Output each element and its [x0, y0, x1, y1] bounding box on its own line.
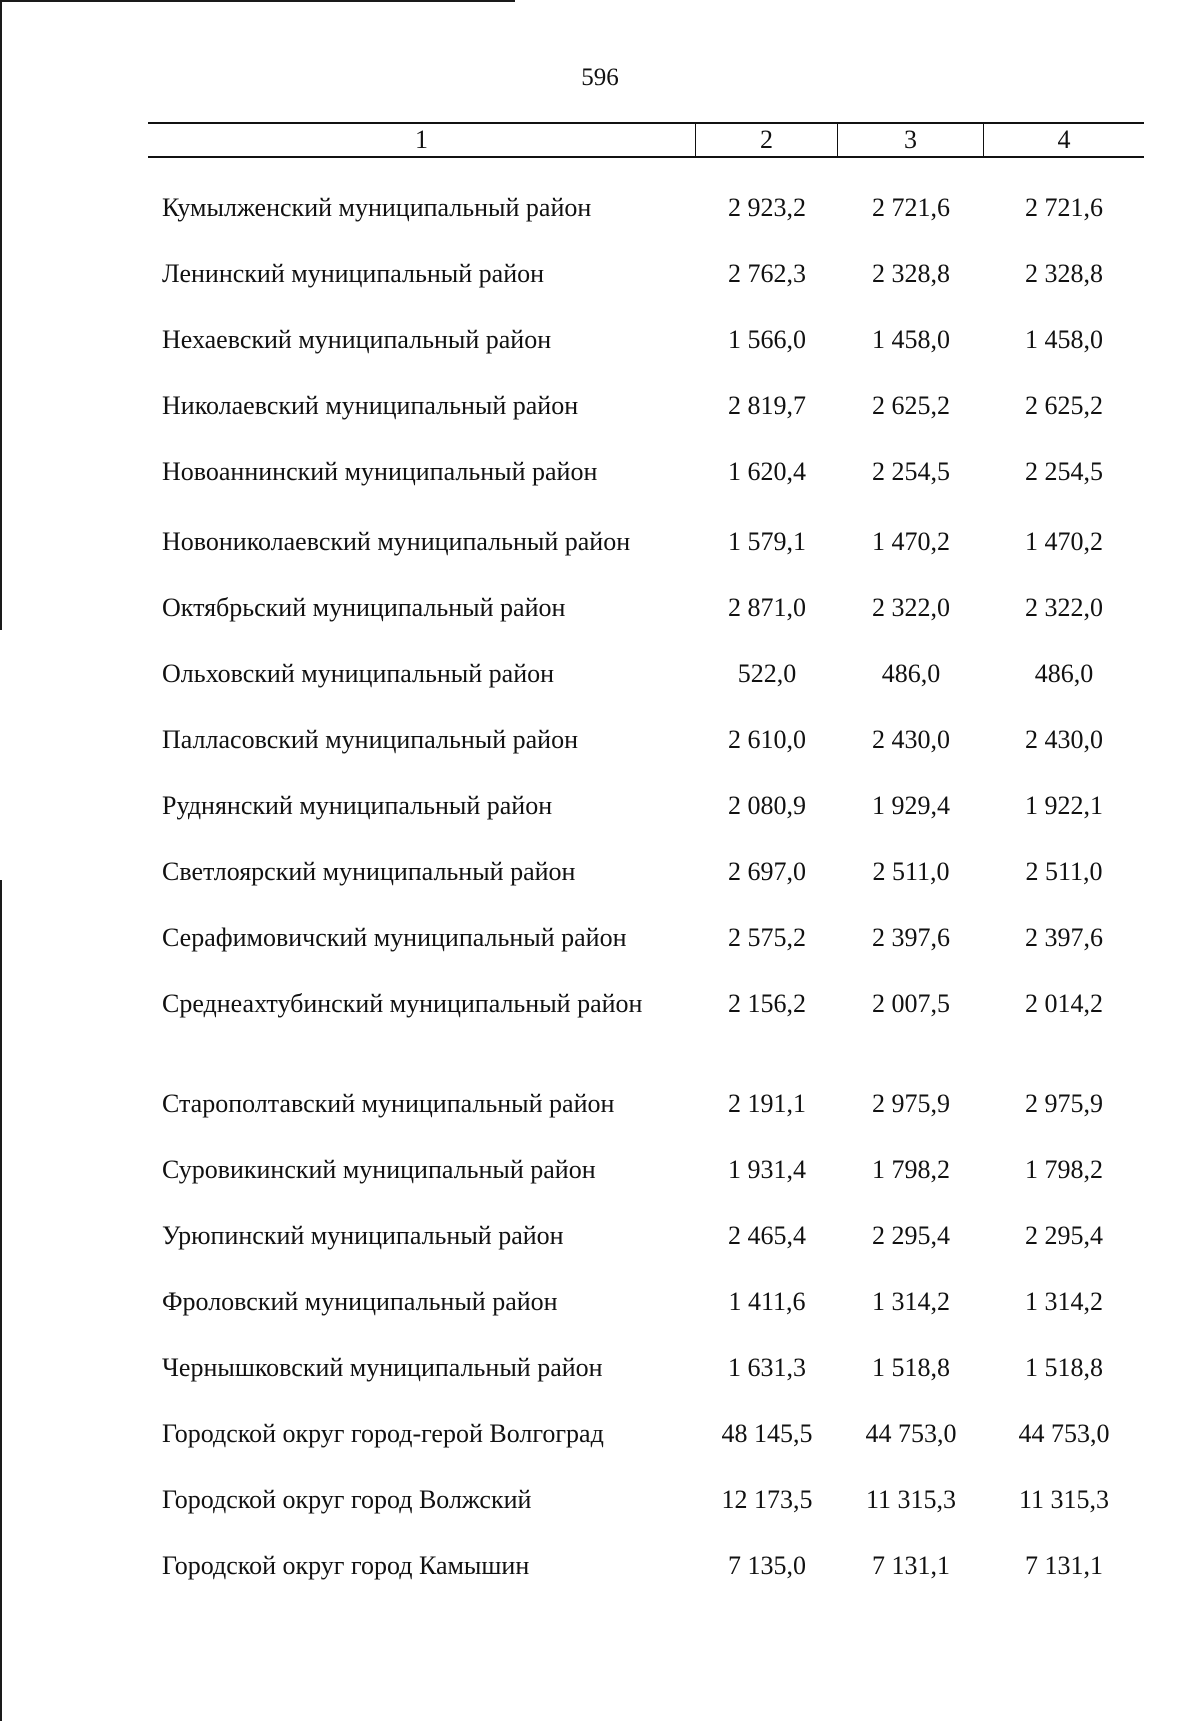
row-value-col-4: 2 014,2: [1025, 989, 1103, 1018]
row-value-col-4: 1 314,2: [1025, 1287, 1103, 1316]
row-value-col-2: 2 871,0: [728, 593, 806, 622]
row-name: Ольховский муниципальный район: [162, 659, 555, 688]
row-value-col-4: 2 328,8: [1025, 259, 1103, 288]
row-name: Николаевский муниципальный район: [162, 391, 579, 420]
row-value-col-3: 44 753,0: [865, 1419, 957, 1448]
row-name: Кумылженский муниципальный район: [162, 193, 592, 222]
row-name: Светлоярский муниципальный район: [162, 857, 576, 886]
row-value-col-2: 2 923,2: [728, 193, 806, 222]
row-value-col-2: 2 697,0: [728, 857, 806, 886]
row-value-col-2: 7 135,0: [728, 1551, 806, 1580]
row-name: Октябрьский муниципальный район: [162, 593, 566, 622]
row-value-col-3: 2 397,6: [872, 923, 950, 952]
row-name: Нехаевский муниципальный район: [162, 325, 552, 354]
row-name: Старополтавский муниципальный район: [162, 1089, 615, 1118]
row-value-col-3: 1 470,2: [872, 527, 950, 556]
header-col-3: 3: [838, 124, 984, 156]
row-name: Среднеахтубинский муниципальный район: [162, 989, 643, 1018]
scan-border-top: [0, 0, 515, 2]
row-value-col-2: 12 173,5: [721, 1485, 813, 1514]
row-name: Новониколаевский муниципальный район: [162, 527, 631, 556]
row-value-col-3: 2 625,2: [872, 391, 950, 420]
row-name: Руднянский муниципальный район: [162, 791, 553, 820]
table-row: [148, 724, 1144, 756]
row-value-col-2: 1 620,4: [728, 457, 806, 486]
row-value-col-2: 2 156,2: [728, 989, 806, 1018]
scan-border-left: [0, 0, 2, 630]
row-value-col-4: 1 798,2: [1025, 1155, 1103, 1184]
row-value-col-4: 2 322,0: [1025, 593, 1103, 622]
row-value-col-4: 2 625,2: [1025, 391, 1103, 420]
row-value-col-3: 2 721,6: [872, 193, 950, 222]
row-value-col-4: 44 753,0: [1018, 1419, 1110, 1448]
table-row: [148, 988, 1144, 1020]
row-value-col-3: 2 322,0: [872, 593, 950, 622]
row-value-col-4: 1 922,1: [1025, 791, 1103, 820]
table-row: [148, 1286, 1144, 1318]
row-value-col-2: 2 575,2: [728, 923, 806, 952]
row-value-col-2: 2 819,7: [728, 391, 806, 420]
row-value-col-3: 1 518,8: [872, 1353, 950, 1382]
row-value-col-4: 2 397,6: [1025, 923, 1103, 952]
header-col-4: 4: [1057, 125, 1071, 154]
row-value-col-3: 2 511,0: [872, 857, 950, 886]
table-row: [148, 526, 1144, 558]
row-value-col-2: 1 931,4: [728, 1155, 806, 1184]
table-row: [148, 922, 1144, 954]
row-value-col-3: 7 131,1: [872, 1551, 950, 1580]
row-value-col-2: 1 631,3: [728, 1353, 806, 1382]
table-row: [148, 390, 1144, 422]
table-row: [148, 258, 1144, 290]
table-row: [148, 324, 1144, 356]
table-row: [148, 1088, 1144, 1120]
row-value-col-3: 2 430,0: [872, 725, 950, 754]
row-name: Суровикинский муниципальный район: [162, 1155, 596, 1184]
row-value-col-3: 2 007,5: [872, 989, 950, 1018]
row-value-col-3: 486,0: [881, 659, 941, 688]
table-row: [148, 1550, 1144, 1582]
row-value-col-4: 2 254,5: [1025, 457, 1103, 486]
table-row: [148, 856, 1144, 888]
row-value-col-2: 2 465,4: [728, 1221, 806, 1250]
table-row: [148, 790, 1144, 822]
row-value-col-2: 48 145,5: [721, 1419, 813, 1448]
row-value-col-2: 2 610,0: [728, 725, 806, 754]
table-row: [148, 592, 1144, 624]
table-row: [148, 1484, 1144, 1516]
table-row: [148, 658, 1144, 690]
row-value-col-4: 2 295,4: [1025, 1221, 1103, 1250]
row-value-col-3: 2 975,9: [872, 1089, 950, 1118]
row-value-col-4: 7 131,1: [1025, 1551, 1103, 1580]
row-name: Палласовский муниципальный район: [162, 725, 578, 754]
table-row: [148, 1352, 1144, 1384]
row-value-col-3: 11 315,3: [865, 1485, 957, 1514]
row-value-col-3: 1 458,0: [872, 325, 950, 354]
row-value-col-4: 2 721,6: [1025, 193, 1103, 222]
table-row: [148, 1418, 1144, 1450]
row-value-col-2: 2 080,9: [728, 791, 806, 820]
row-value-col-4: 11 315,3: [1018, 1485, 1110, 1514]
row-value-col-2: 2 762,3: [728, 259, 806, 288]
row-name: Серафимовичский муниципальный район: [162, 923, 627, 952]
table-header: [148, 122, 1144, 158]
row-value-col-2: 1 566,0: [728, 325, 806, 354]
table-row: [148, 456, 1144, 488]
row-value-col-3: 1 314,2: [872, 1287, 950, 1316]
scan-border-left-lower: [0, 880, 2, 1721]
row-name: Городской округ город Камышин: [162, 1551, 530, 1580]
row-value-col-4: 1 458,0: [1025, 325, 1103, 354]
row-name: Фроловский муниципальный район: [162, 1287, 558, 1316]
row-name: Городской округ город-герой Волгоград: [162, 1419, 604, 1448]
row-value-col-4: 1 470,2: [1025, 527, 1103, 556]
row-value-col-2: 1 579,1: [728, 527, 806, 556]
row-name: Урюпинский муниципальный район: [162, 1221, 564, 1250]
row-value-col-4: 2 430,0: [1025, 725, 1103, 754]
header-col-2: 2: [696, 124, 838, 156]
row-value-col-2: 522,0: [737, 659, 797, 688]
row-name: Городской округ город Волжский: [162, 1485, 532, 1514]
header-col-1: 1: [148, 124, 696, 156]
row-value-col-2: 1 411,6: [728, 1287, 806, 1316]
table-row: [148, 1220, 1144, 1252]
row-value-col-4: 486,0: [1034, 659, 1094, 688]
row-name: Ленинский муниципальный район: [162, 259, 545, 288]
row-value-col-2: 2 191,1: [728, 1089, 806, 1118]
table-row: [148, 1154, 1144, 1186]
row-name: Новоаннинский муниципальный район: [162, 457, 598, 486]
table-row: [148, 192, 1144, 224]
row-value-col-4: 1 518,8: [1025, 1353, 1103, 1382]
row-value-col-3: 2 295,4: [872, 1221, 950, 1250]
row-value-col-3: 1 798,2: [872, 1155, 950, 1184]
page-number: 596: [581, 64, 619, 91]
row-name: Чернышковский муниципальный район: [162, 1353, 603, 1382]
row-value-col-3: 2 254,5: [872, 457, 950, 486]
row-value-col-3: 2 328,8: [872, 259, 950, 288]
row-value-col-4: 2 511,0: [1025, 857, 1103, 886]
row-value-col-4: 2 975,9: [1025, 1089, 1103, 1118]
row-value-col-3: 1 929,4: [872, 791, 950, 820]
